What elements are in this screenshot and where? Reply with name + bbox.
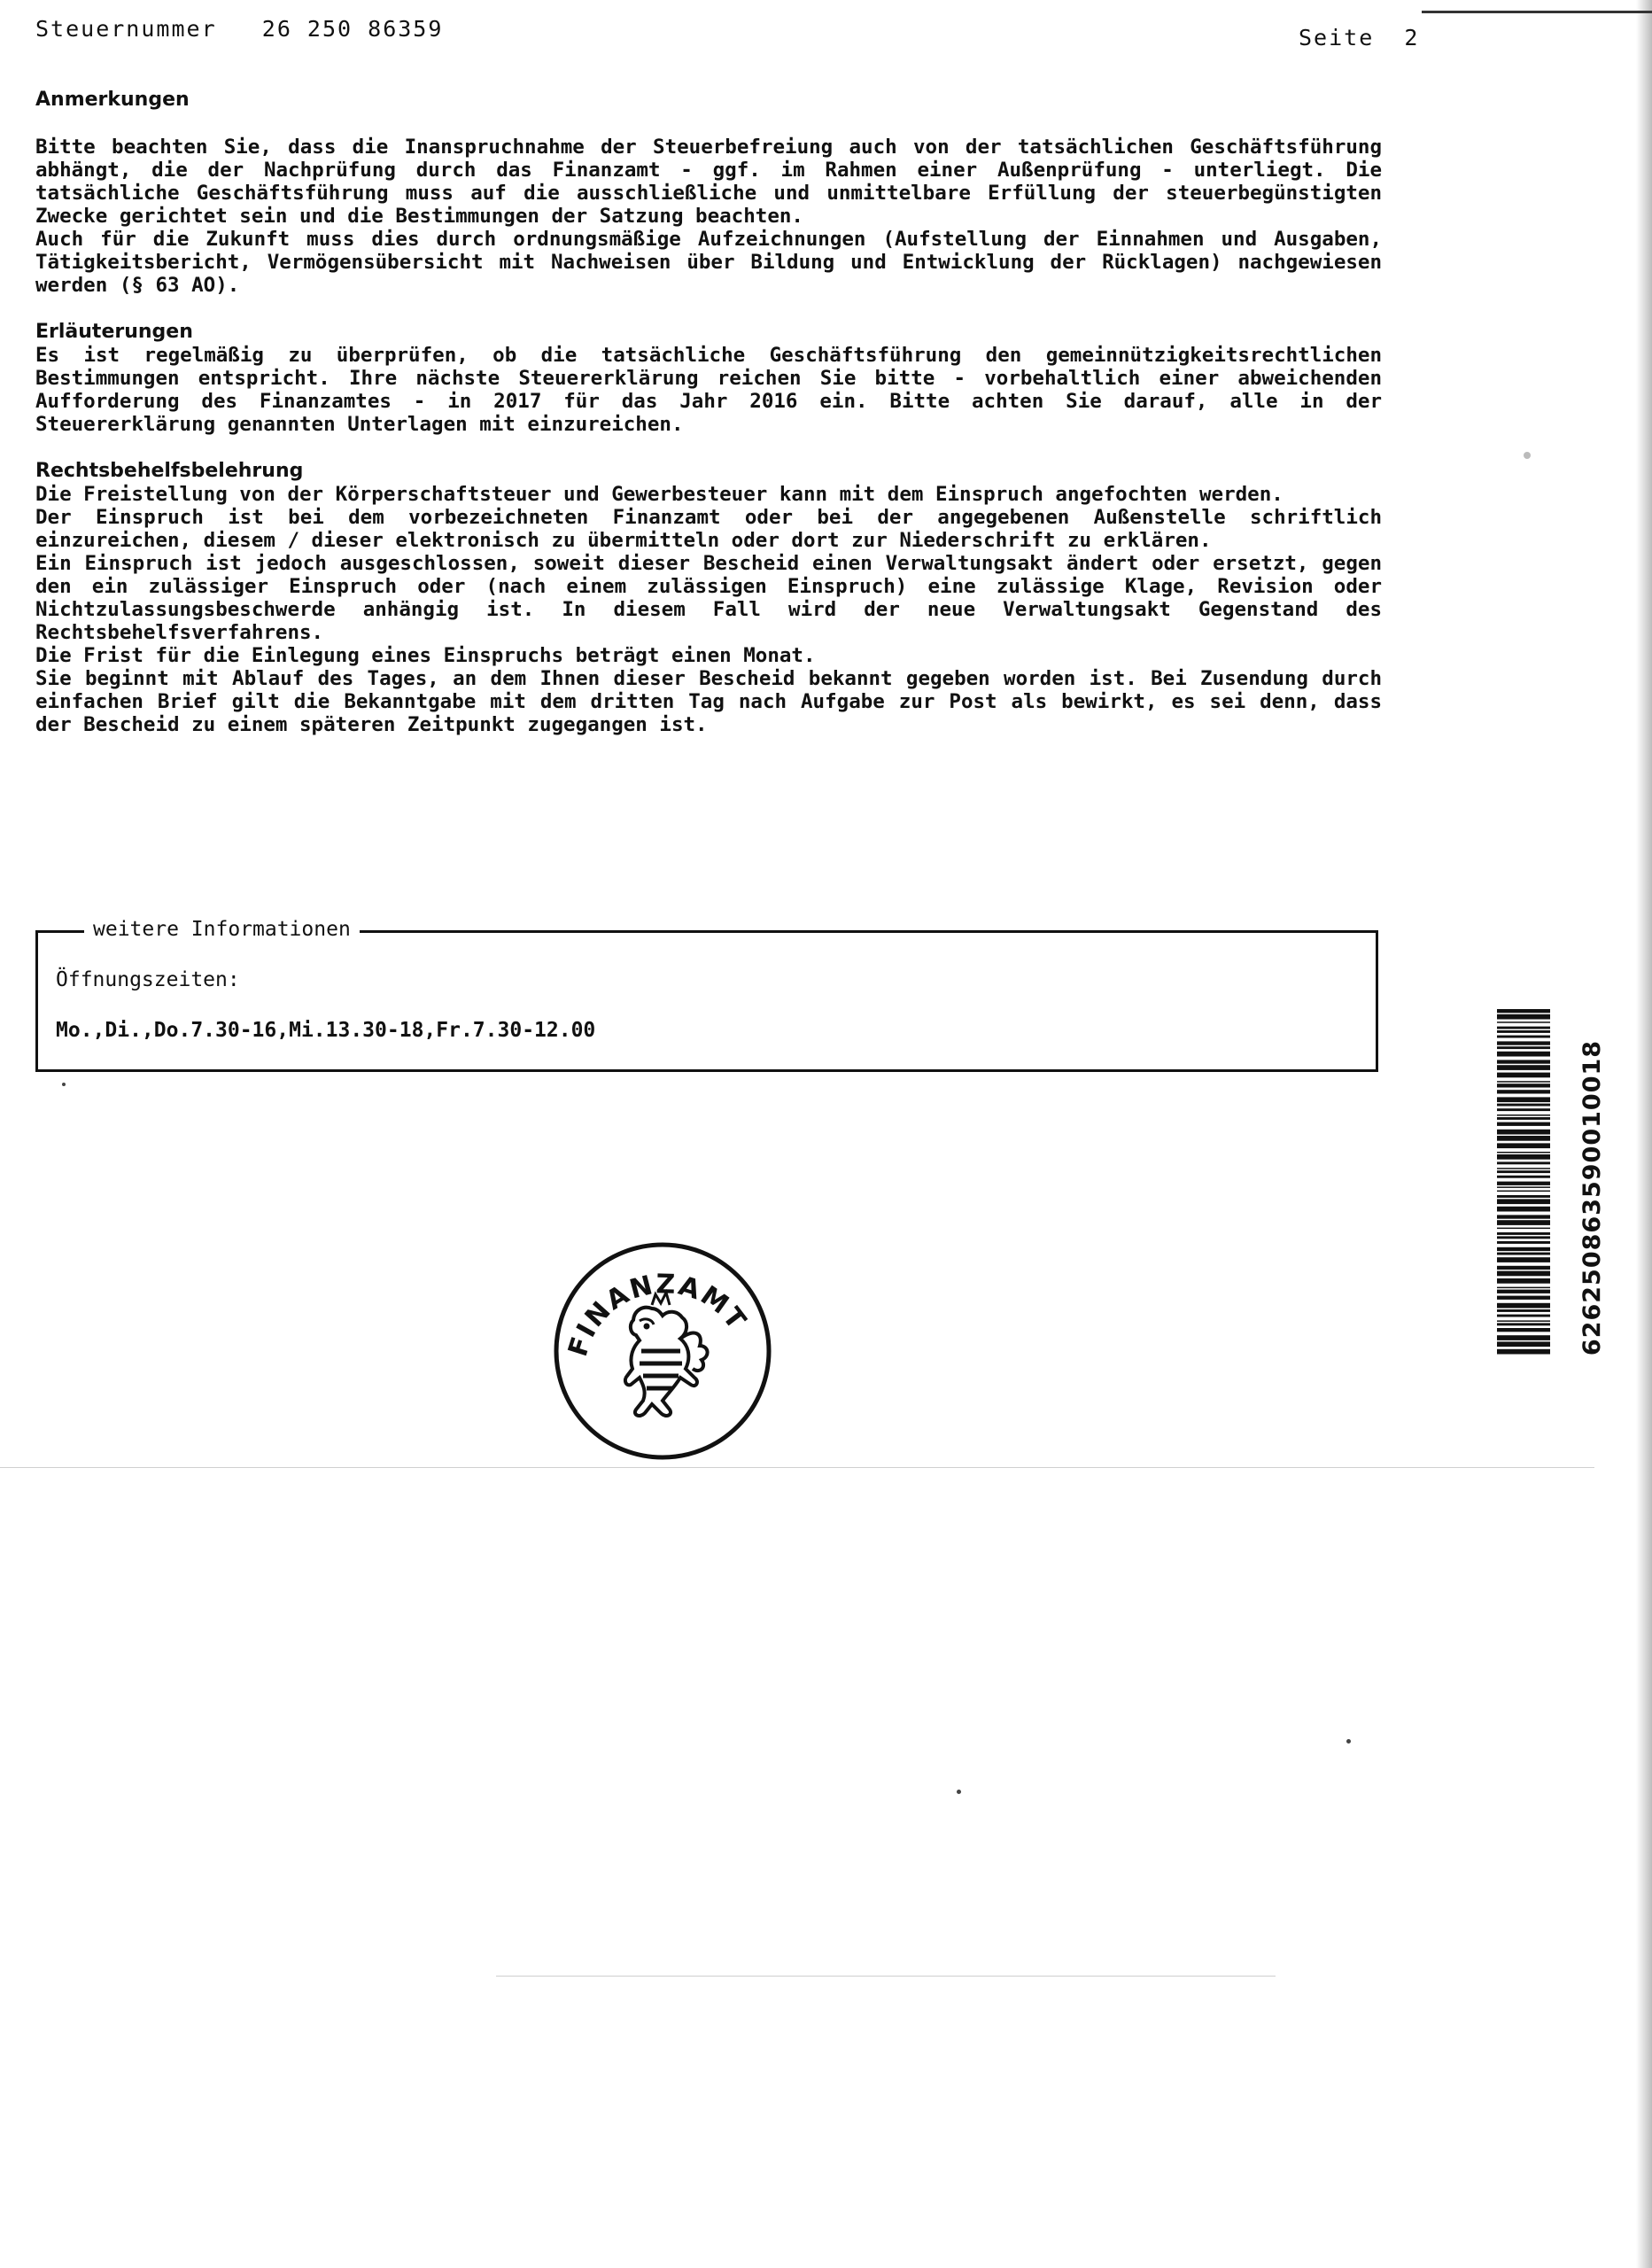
barcode-bar [1497,1154,1550,1160]
barcode-bar [1497,1241,1550,1244]
barcode-bar [1497,1030,1550,1033]
rechtsbehelf-paragraph-3: Ein Einspruch ist jedoch ausgeschlossen, soweit dieser Bescheid einen Verwaltungsakt ändert oder ersetzt, gegen den ein zulässiger Einspruch oder (nach einem zulässigen Einspruch) eine zulässige Klage, Revision oder Nichtzulassungsbeschwerde anhängig ist. In diesem Fall wird der neue Verwaltungsakt Gegenstand des Rechtsbehelfsverfahrens. [35,552,1382,644]
seal-text: FINANZAMT [562,1269,753,1361]
barcode-bar [1497,1027,1550,1029]
barcode-bar [1497,1199,1550,1204]
barcode-bar [1497,1115,1550,1116]
tax-number-label: Steuernummer [35,16,217,42]
page-top-edge [1422,11,1652,13]
bleed-through-line [0,1467,1594,1468]
barcode-bar [1497,1320,1550,1322]
barcode-bar [1497,1104,1550,1107]
barcode-bar [1497,1278,1550,1284]
barcode-bar [1497,1136,1550,1141]
barcode-bar [1497,1236,1550,1239]
finanzamt-seal [547,1236,778,1466]
anmerkungen-paragraph-2: Auch für die Zukunft muss dies durch ordnungsmäßige Aufzeichnungen (Aufstellung der Einnahmen und Ausgaben, Tätigkeitsbericht, Vermögensübersicht mit Nachweisen über Bildung und Entwicklung der Rücklagen) nachgewiesen werden (§ 63 AO). [35,228,1382,297]
barcode-bar [1497,1271,1550,1277]
barcode-bar [1497,1182,1550,1185]
barcode-bar [1497,1021,1550,1023]
barcode-number: 626250863590010018 [1578,1039,1606,1356]
further-information-box [35,918,1378,1072]
rechtsbehelf-paragraph-2: Der Einspruch ist bei dem vorbezeichneten Finanzamt oder bei der angegebenen Außenstelle schriftlich einzureichen, diesem / dieser elektronisch zu übermitteln oder dort zur Niederschrift zu erklären. [35,506,1382,552]
spacer [35,112,1382,136]
opening-hours-label: Öffnungszeiten: [56,968,240,991]
barcode-bar [1497,1065,1550,1070]
barcode-bar [1497,1117,1550,1120]
barcode-bar [1497,1009,1550,1013]
barcode [1497,1006,1550,1360]
barcode-bar [1497,1232,1550,1235]
section-title-rechtsbehelfsbelehrung: Rechtsbehelfsbelehrung [35,460,304,482]
barcode-bar [1497,1315,1550,1317]
barcode-bar [1497,1287,1550,1289]
barcode-bar [1497,1090,1550,1093]
barcode-bar [1497,1161,1550,1164]
spacer [35,297,1382,321]
barcode-bar [1497,1215,1550,1218]
section-title-erlaeuterungen: Erläuterungen [35,321,193,343]
barcode-bar [1497,1253,1550,1255]
info-box-legend: weitere Informationen [84,918,360,941]
barcode-bar [1497,1014,1550,1020]
barcode-bar [1497,1220,1550,1225]
barcode-bar [1497,1303,1550,1309]
document-body [35,89,1382,736]
scan-speck [62,1083,66,1086]
rechtsbehelf-paragraph-4: Die Frist für die Einlegung eines Einspruchs beträgt einen Monat. [35,644,816,667]
barcode-bar [1497,1073,1550,1078]
barcode-bar [1497,1060,1550,1063]
barcode-bar [1497,1266,1550,1270]
rechtsbehelf-paragraph-1: Die Freistellung von der Körperschaftsteuer und Gewerbesteuer kann mit dem Einspruch angefochten werden. [35,483,1284,506]
page-number: 2 [1404,25,1420,50]
page-edge-shadow [1636,0,1652,2268]
barcode-bar [1497,1257,1550,1262]
barcode-bar [1497,1122,1550,1126]
erlaeuterungen-paragraph-1: Es ist regelmäßig zu überprüfen, ob die tatsächliche Geschäftsführung den gemeinnützigkeitsrechtlichen Bestimmungen entspricht. Ihre nächste Steuererklärung reichen Sie bitte - vorbehaltlich einer abweichenden Aufforderung des Finanzamtes - in 2017 für das Jahr 2016 ein. Bitte achten Sie darauf, alle in der Steuererklärung genannten Unterlagen mit einzureichen. [35,344,1382,436]
barcode-bar [1497,1052,1550,1057]
barcode-bar [1497,1152,1550,1153]
barcode-bar [1497,1195,1550,1198]
barcode-bar [1497,1046,1550,1049]
scan-speck [957,1790,961,1794]
lion-emblem-icon [625,1293,708,1416]
barcode-bar [1497,1335,1550,1340]
barcode-bar [1497,1290,1550,1293]
barcode-bar [1497,1084,1550,1087]
page-number-line [1299,25,1419,50]
barcode-bar [1497,1309,1550,1312]
page-label: Seite [1299,25,1375,50]
barcode-bar [1497,1041,1550,1045]
barcode-bar [1497,1108,1550,1111]
barcode-bar [1497,1349,1550,1355]
barcode-bar [1497,1143,1550,1148]
barcode-bar [1497,1191,1550,1192]
scan-speck [1524,452,1531,459]
scan-speck [1346,1739,1351,1744]
barcode-bar [1497,1176,1550,1178]
barcode-bar [1497,1036,1550,1038]
tax-number-line [35,16,443,42]
barcode-bar [1497,1130,1550,1135]
barcode-bar [1497,1328,1550,1332]
anmerkungen-paragraph-1: Bitte beachten Sie, dass die Inanspruchnahme der Steuerbefreiung auch von der tatsächlichen Geschäftsführung abhängt, die der Nachprüfung durch das Finanzamt - ggf. im Rahmen einer Außenprüfung - unterliegt. Die tatsächliche Geschäftsführung muss auf die ausschließliche und unmittelbare Erfüllung der steuerbegünstigten Zwecke gerichtet sein und die Bestimmungen der Satzung beachten. [35,136,1382,228]
barcode-bar [1497,1323,1550,1325]
barcode-bar [1497,1228,1550,1230]
barcode-bar [1497,1296,1550,1300]
spacer [35,436,1382,460]
barcode-bar [1497,1081,1550,1083]
barcode-bar [1497,1186,1550,1188]
barcode-bar [1497,1170,1550,1173]
opening-hours-value: Mo.,Di.,Do.7.30-16,Mi.13.30-18,Fr.7.30-12.00 [56,1019,596,1042]
rechtsbehelf-paragraph-5: Sie beginnt mit Ablauf des Tages, an dem Ihnen dieser Bescheid bekannt gegeben worden ist. Bei Zusendung durch einfachen Brief gilt die Bekanntgabe mit dem dritten Tag nach Aufgabe zur Post als bewirkt, es sei denn, dass der Bescheid zu einem späteren Zeitpunkt zugegangen ist. [35,667,1382,736]
section-title-anmerkungen: Anmerkungen [35,89,190,111]
barcode-bar [1497,1207,1550,1212]
barcode-bar [1497,1168,1550,1169]
barcode-bar [1497,1247,1550,1251]
barcode-bar [1497,1097,1550,1102]
barcode-bar [1497,1341,1550,1347]
bleed-through-line [496,1976,1276,1977]
tax-number-value: 26 250 86359 [261,16,444,42]
